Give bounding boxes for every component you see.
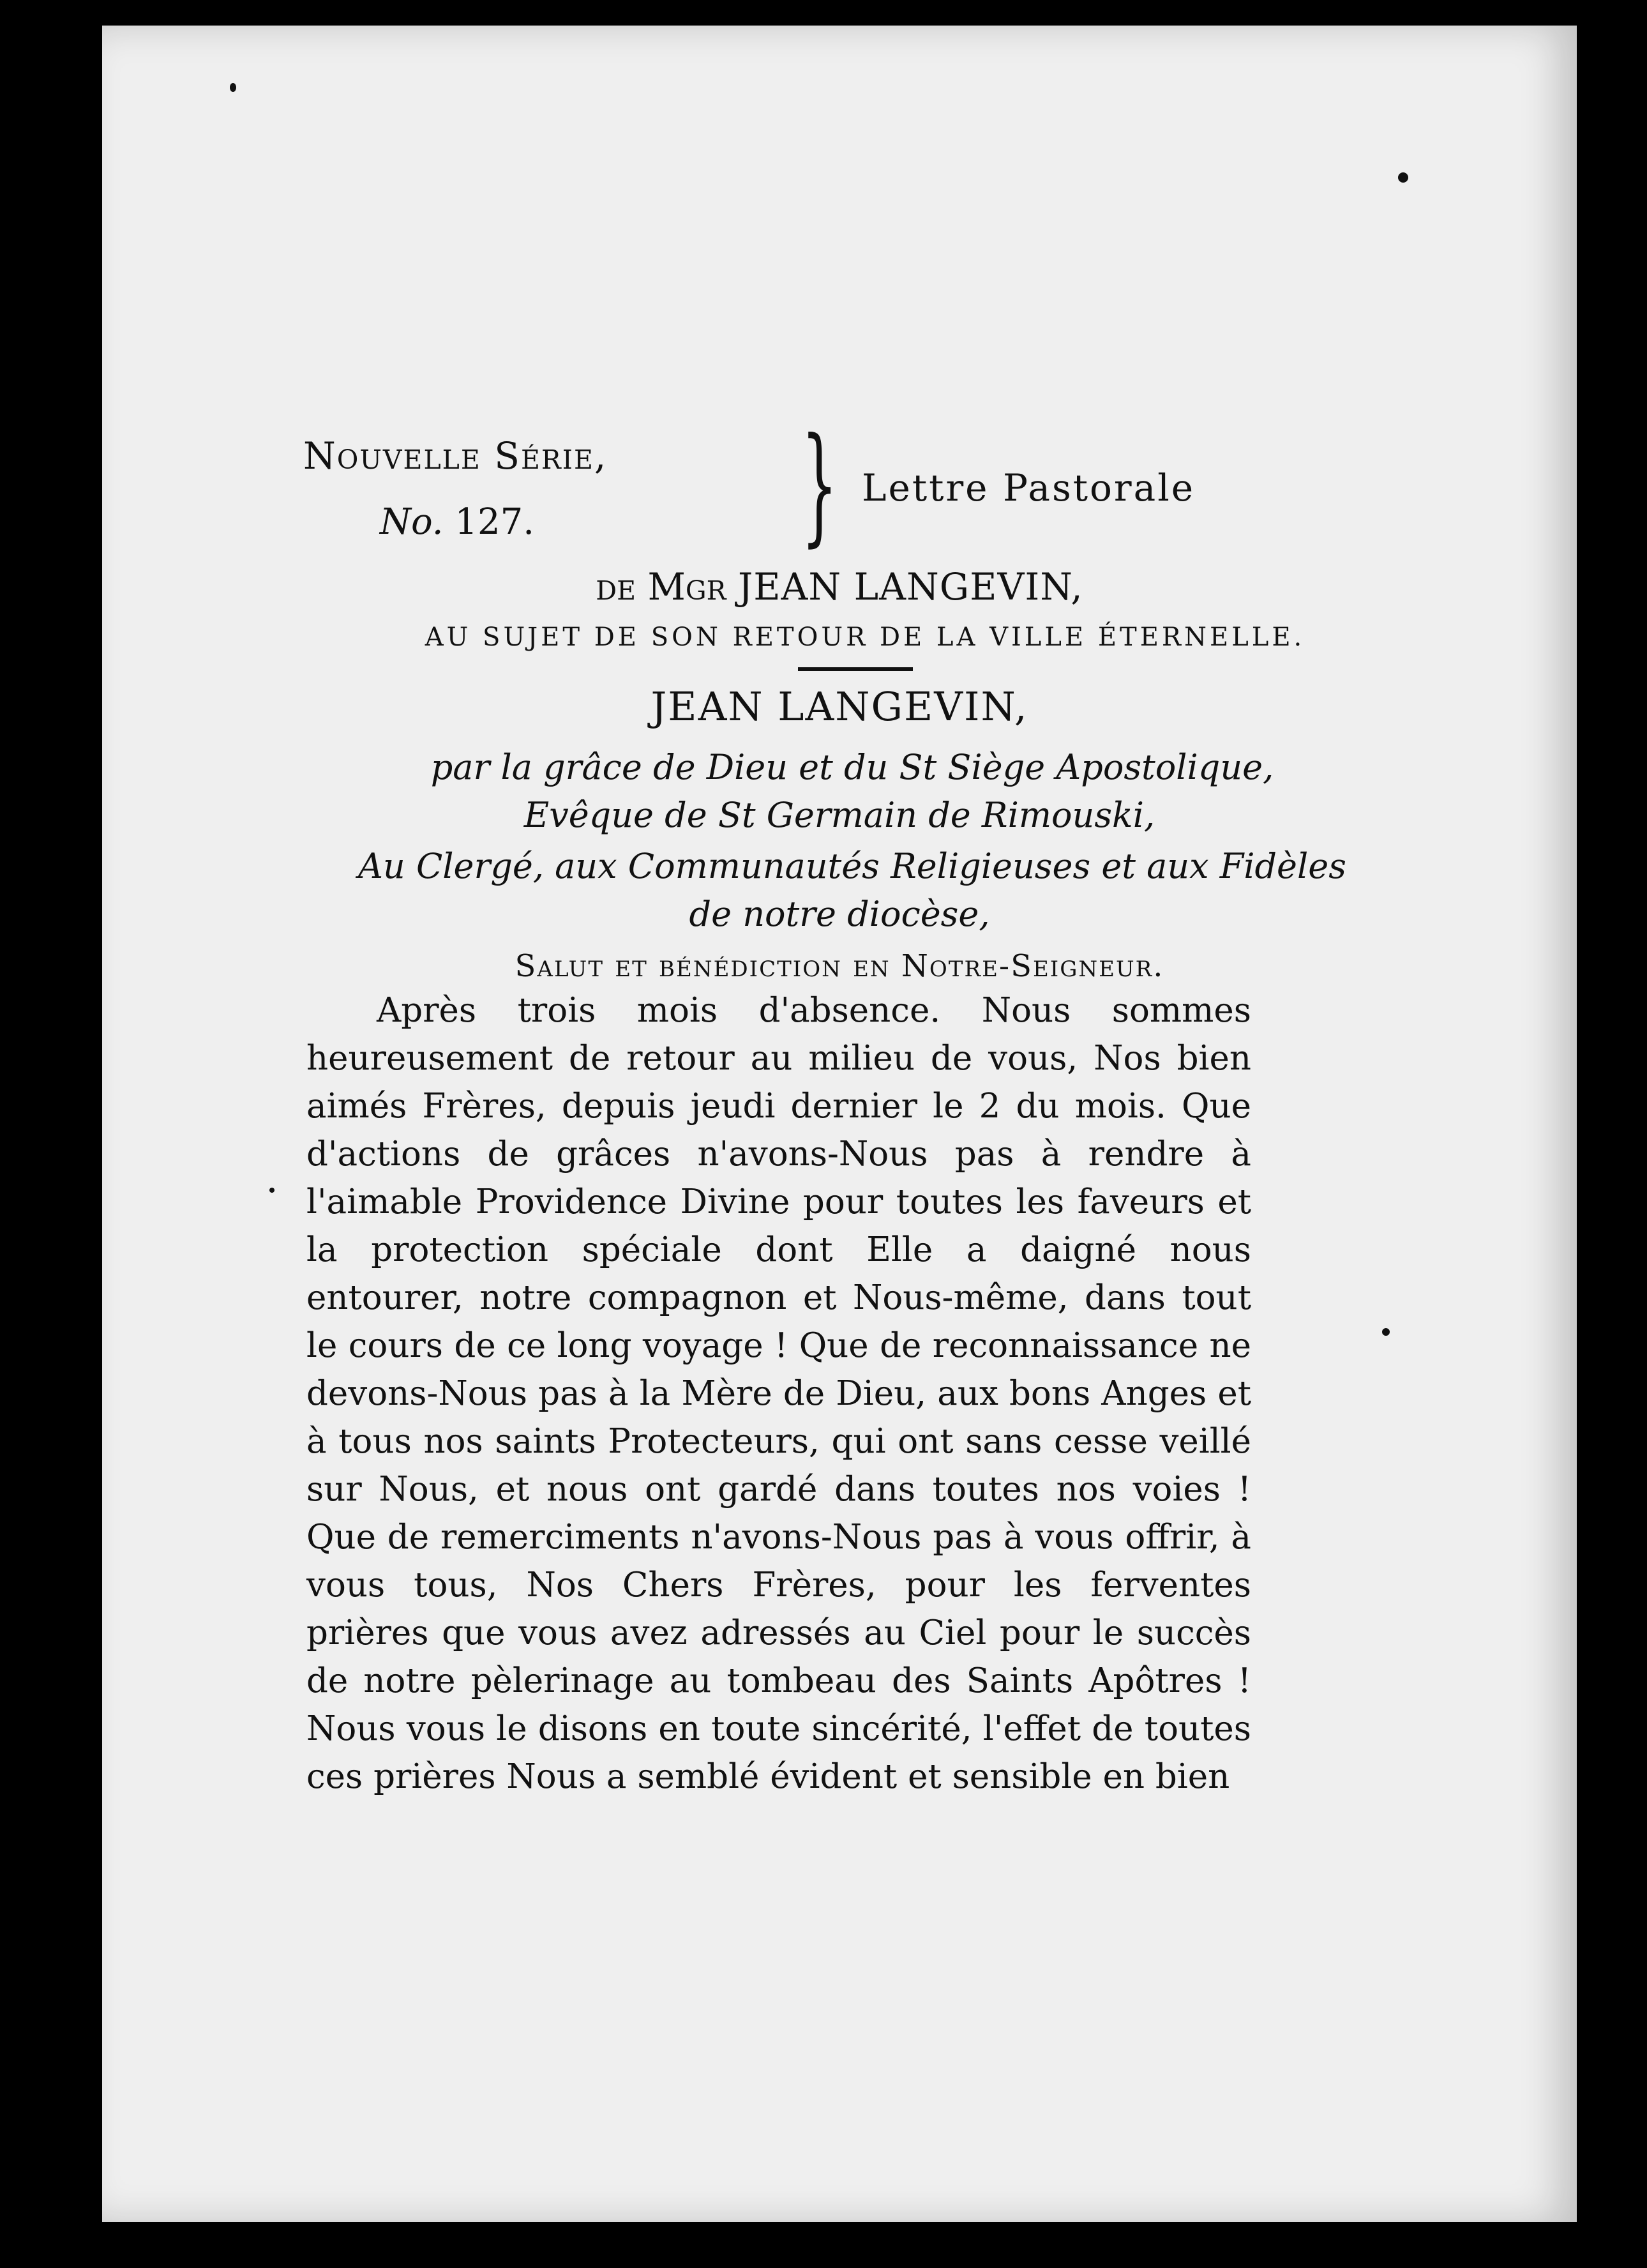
- addressee-line-1: Au Clergé, aux Communautés Religieuses et aux Fidèles: [358, 846, 1346, 886]
- subject-line: AU SUJET DE SON RETOUR DE LA VILLE ÉTERNELLE.: [425, 623, 1305, 652]
- series-label: Nouvelle Série,: [303, 434, 608, 478]
- number-label: No.: [380, 501, 444, 543]
- ink-speck: [1382, 1328, 1390, 1336]
- divider-rule: [798, 667, 913, 671]
- document-type: Lettre Pastorale: [862, 466, 1196, 510]
- series-header: [303, 409, 1261, 559]
- ink-speck: [230, 83, 236, 92]
- number-value: 127.: [455, 501, 535, 543]
- author-name: JEAN LANGEVIN,: [737, 565, 1083, 609]
- addressee-line-2: de notre diocèse,: [689, 894, 990, 934]
- bishop-name: JEAN LANGEVIN,: [651, 683, 1028, 730]
- ink-speck: [1398, 172, 1408, 183]
- greeting: Salut et bénédiction en Notre-Seigneur.: [515, 948, 1164, 984]
- author-line: [102, 565, 1577, 609]
- brace-glyph: }: [801, 411, 838, 559]
- bishop-title-line-1: par la grâce de Dieu et du St Siège Apostolique,: [430, 747, 1274, 787]
- ink-speck: [269, 1188, 274, 1193]
- document-page: [102, 26, 1577, 2222]
- bishop-title-line-2: Evêque de St Germain de Rimouski,: [523, 795, 1155, 835]
- author-prefix: de Mgr: [596, 565, 726, 609]
- series-number: [380, 501, 534, 543]
- letter-body: Après trois mois d'absence. Nous sommes heureusement de retour au milieu de vous, Nos bien aimés Frères, depuis jeudi dernier le 2 du mois. Que d'actions de grâces n'avons-Nous pas à rendre à l'aimable Providence Divine pour toutes les faveurs et la protection spéciale dont Elle a daigné nous entourer, notre compagnon et Nous-même, dans tout le cours de ce long voyage ! Que de reconnaissance ne devons-Nous pas à la Mère de Dieu, aux bons Anges et à tous nos saints Protecteurs, qui ont sans cesse veillé sur Nous, et nous ont gardé dans toutes nos voies ! Que de remerciments n'avons-Nous pas à vous offrir, à vous tous, Nos Chers Frères, pour les ferventes prières que vous avez adressés au Ciel pour le succès de notre pèlerinage au tombeau des Saints Apôtres ! Nous vous le disons en toute sincérité, l'effet de toutes ces prières Nous a semblé évident et sensible en bien: [306, 991, 1251, 1796]
